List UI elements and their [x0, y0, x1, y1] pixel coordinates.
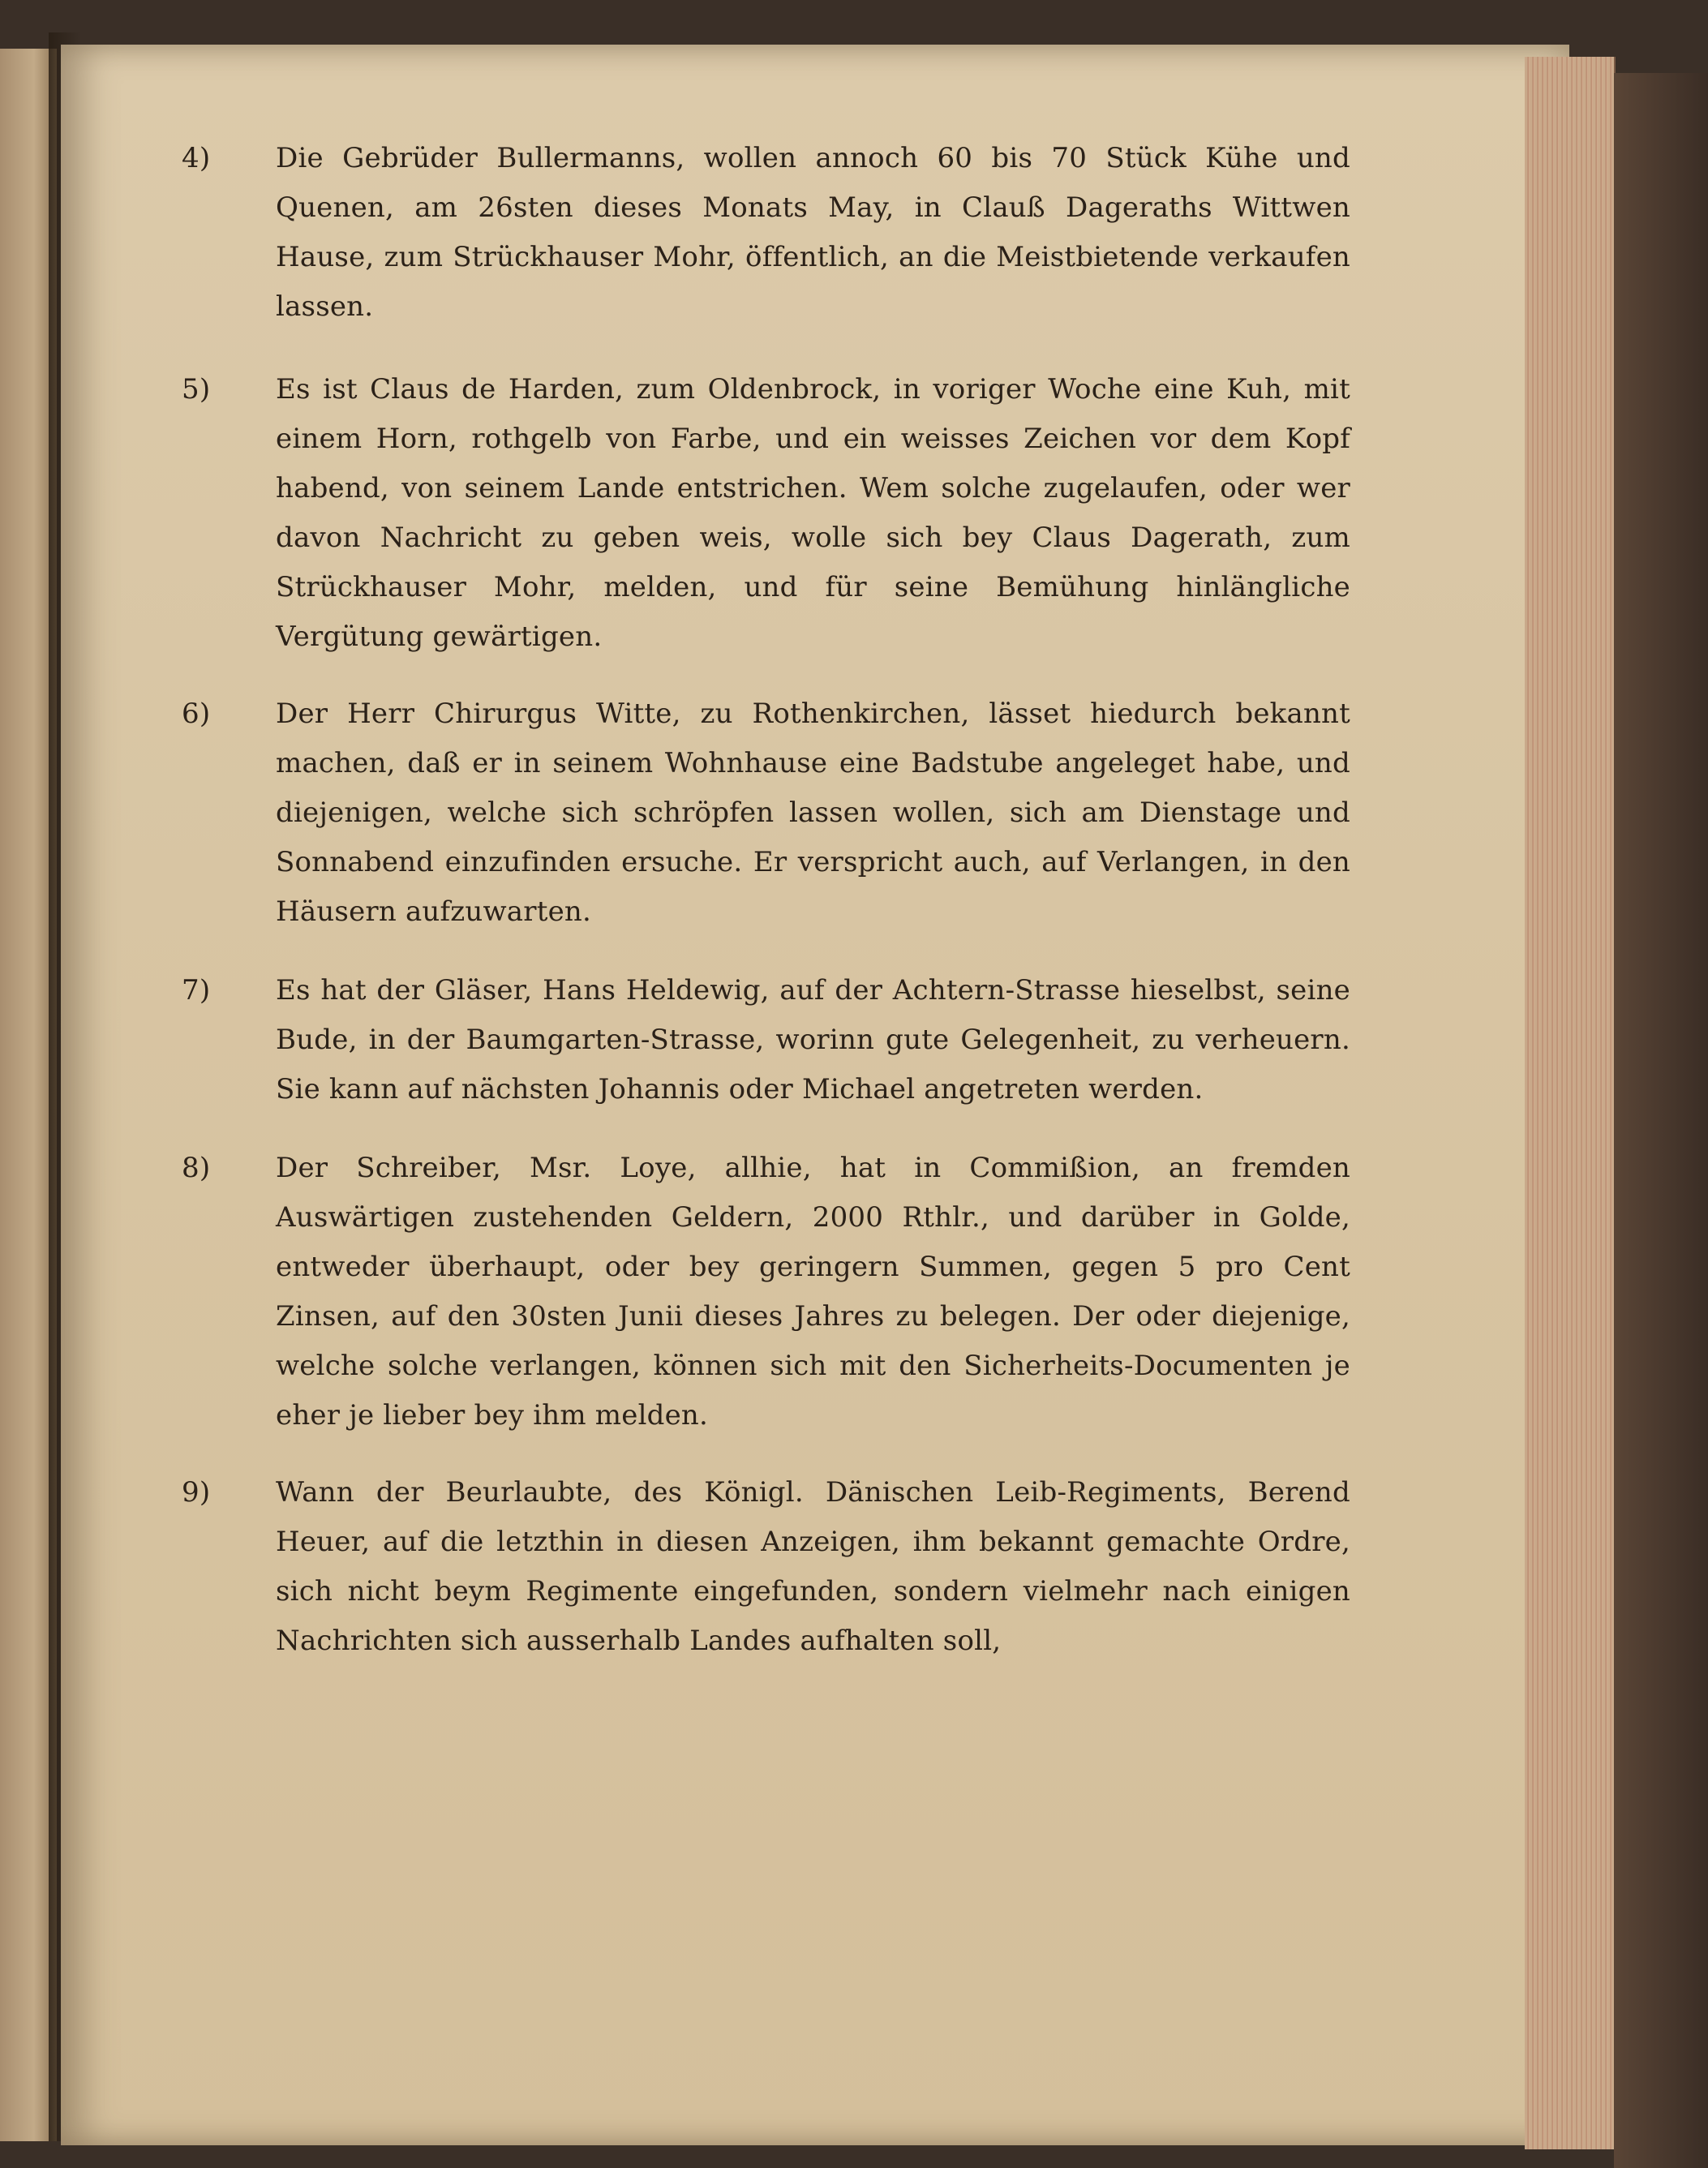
entry-text: Der Herr Chirurgus Witte, zu Rothenkirchen, lässet hiedurch bekannt machen, daß er in seinem Wohnhause eine Badstube angeleget habe, und diejenigen, welche sich schröpfen lassen wollen, sich am Dienstage und Sonnabend einzufinden ersuche. Er verspricht auch, auf Verlangen, in den Häusern aufzuwarten. — [276, 698, 1350, 928]
entry-text: Es ist Claus de Harden, zum Oldenbrock, in voriger Woche eine Kuh, mit einem Horn, rothgelb von Farbe, und ein weisses Zeichen vor dem Kopf habend, von seinem Lande entstrichen. Wem solche zugelaufen, oder wer davon Nachricht zu geben weis, wolle sich bey Claus Dagerath, zum Strückhauser Mohr, melden, und für seine Bemühung hinlängliche Vergütung gewärtigen. — [276, 373, 1350, 653]
entry-number: 5) — [182, 373, 211, 406]
entry-text: Wann der Beurlaubte, des Königl. Dänischen Leib-Regiments, Berend Heuer, auf die letzthin in diesen Anzeigen, ihm bekannt gemachte Ordre, sich nicht beym Regimente eingefunden, sondern vielmehr nach einigen Nachrichten sich ausserhalb Landes aufhalten soll, — [276, 1476, 1350, 1657]
entry-text: Der Schreiber, Msr. Loye, allhie, hat in Commißion, an fremden Auswärtigen zustehenden Geldern, 2000 Rthlr., und darüber in Golde, entweder überhaupt, oder bey geringern Summen, gegen 5 pro Cent Zinsen, auf den 30sten Junii dieses Jahres zu belegen. Der oder diejenige, welche solche verlangen, können sich mit den Sicherheits-Documenten je eher je lieber bey ihm melden. — [276, 1152, 1350, 1432]
entry-6 — [182, 689, 1350, 937]
cover-edge — [1614, 73, 1708, 2168]
entry-8 — [182, 1144, 1350, 1440]
entry-number: 7) — [182, 974, 211, 1007]
entry-text: Die Gebrüder Bullermanns, wollen annoch 60 bis 70 Stück Kühe und Quenen, am 26sten dieses Monats May, in Clauß Dageraths Wittwen Hause, zum Strückhauser Mohr, öffentlich, an die Meistbietende verkaufen lassen. — [276, 142, 1350, 323]
entry-9 — [182, 1468, 1350, 1666]
entry-text: Es hat der Gläser, Hans Heldewig, auf der Achtern-Strasse hieselbst, seine Bude, in der Baumgarten-Strasse, worinn gute Gelegenheit, zu verheuern. Sie kann auf nächsten Johannis oder Michael angetreten werden. — [276, 974, 1350, 1105]
page-edges — [1525, 57, 1616, 2149]
entry-number: 4) — [182, 142, 211, 174]
text-block — [182, 134, 1350, 1666]
entry-4 — [182, 134, 1350, 332]
entry-number: 9) — [182, 1476, 211, 1509]
entry-5 — [182, 365, 1350, 662]
entry-number: 8) — [182, 1152, 211, 1184]
entry-7 — [182, 966, 1350, 1114]
entry-number: 6) — [182, 698, 211, 730]
